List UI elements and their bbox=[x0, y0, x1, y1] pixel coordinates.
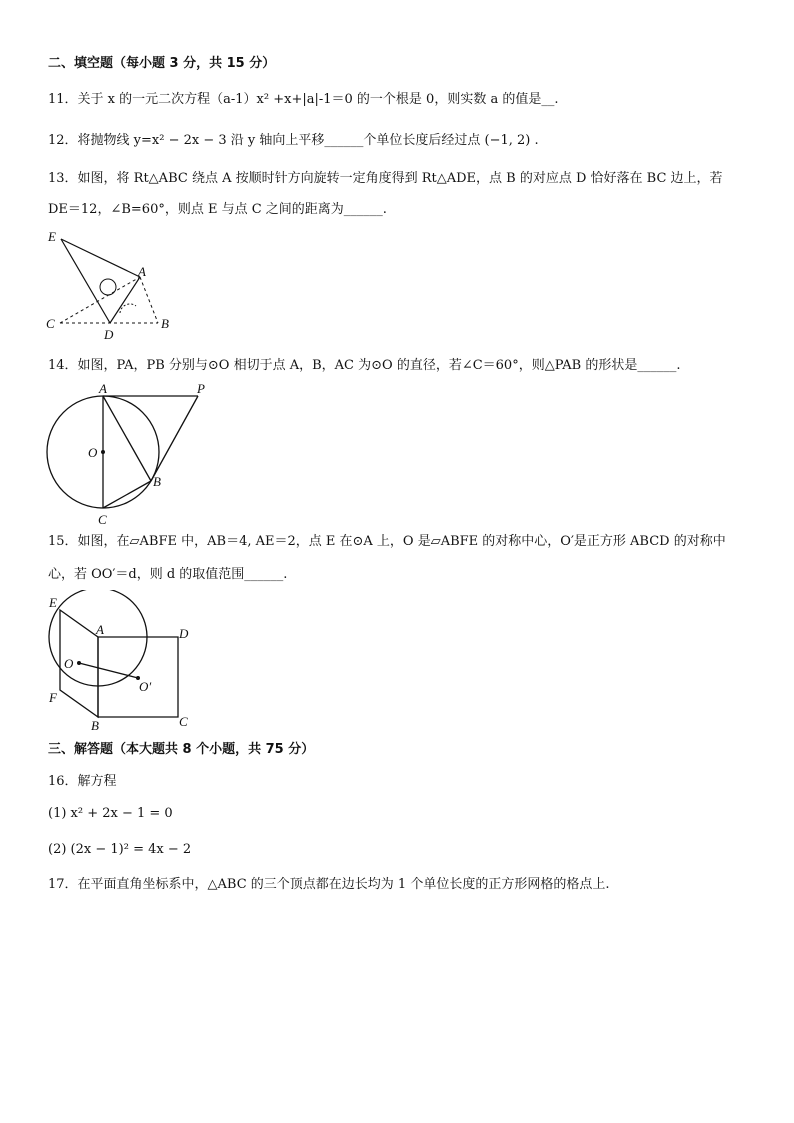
label-A: A bbox=[99, 381, 107, 396]
segment-CA bbox=[60, 277, 140, 323]
figure-14 bbox=[40, 378, 220, 528]
label-P: P bbox=[197, 381, 205, 396]
segment-EA bbox=[61, 239, 140, 277]
figure-13 bbox=[40, 226, 190, 344]
label-F: F bbox=[49, 690, 57, 705]
label-O: O bbox=[64, 656, 74, 671]
segment-OO-prime bbox=[79, 663, 138, 678]
question-14: 14．如图，PA，PB 分别与⊙O 相切于点 A，B，AC 为⊙O 的直径，若∠C＝60°，则△PAB 的形状是______. bbox=[48, 358, 681, 373]
label-B: B bbox=[153, 474, 161, 489]
label-O: O bbox=[88, 445, 98, 460]
segment-AB bbox=[140, 277, 158, 323]
section-heading-solutions: 三、解答题（本大题共 8 个小题，共 75 分） bbox=[48, 742, 315, 757]
label-B: B bbox=[91, 718, 99, 733]
label-D: D bbox=[179, 626, 189, 641]
label-E: E bbox=[49, 595, 57, 610]
point-O bbox=[77, 661, 81, 665]
label-D: D bbox=[104, 327, 114, 342]
question-12: 12．将抛物线 y=x² − 2x − 3 沿 y 轴向上平移______个单位长度后经过点 (−1, 2) . bbox=[48, 133, 539, 148]
chord-CB bbox=[103, 481, 151, 508]
center-point-O bbox=[101, 450, 105, 454]
label-E: E bbox=[48, 229, 56, 244]
question-13-line2: DE＝12，∠B=60°，则点 E 与点 C 之间的距离为______. bbox=[48, 202, 387, 217]
label-C: C bbox=[46, 316, 55, 331]
segment-AD bbox=[110, 277, 140, 323]
label-O-prime: O′ bbox=[139, 679, 152, 694]
angle-marker-circle bbox=[100, 279, 116, 295]
question-15-line2: 心，若 OO′＝d，则 d 的取值范围______. bbox=[48, 567, 288, 582]
question-16-part2: (2) (2x − 1)² = 4x − 2 bbox=[48, 842, 192, 857]
label-A: A bbox=[138, 264, 146, 279]
label-C: C bbox=[98, 512, 107, 527]
question-11: 11．关于 x 的一元二次方程（a-1）x² +x+|a|-1＝0 的一个根是 0，则实数 a 的值是__. bbox=[48, 92, 559, 107]
question-16: 16．解方程 bbox=[48, 774, 117, 789]
angle-arc bbox=[120, 304, 136, 313]
figure-15 bbox=[40, 590, 210, 738]
question-16-part1: (1) x² + 2x − 1 = 0 bbox=[48, 806, 173, 821]
label-B: B bbox=[161, 316, 169, 331]
question-17: 17．在平面直角坐标系中，△ABC 的三个顶点都在边长均为 1 个单位长度的正方形网格的格点上. bbox=[48, 877, 610, 892]
chord-AB bbox=[103, 396, 151, 481]
section-heading-fill-in: 二、填空题（每小题 3 分，共 15 分） bbox=[48, 56, 276, 71]
question-13-line1: 13．如图，将 Rt△ABC 绕点 A 按顺时针方向旋转一定角度得到 Rt△ADE，点 B 的对应点 D 恰好落在 BC 边上，若 bbox=[48, 171, 723, 186]
label-A: A bbox=[96, 622, 104, 637]
label-C: C bbox=[179, 714, 188, 729]
question-15-line1: 15．如图，在▱ABFE 中，AB＝4, AE＝2，点 E 在⊙A 上，O 是▱ABFE 的对称中心，O′是正方形 ABCD 的对称中 bbox=[48, 534, 726, 549]
